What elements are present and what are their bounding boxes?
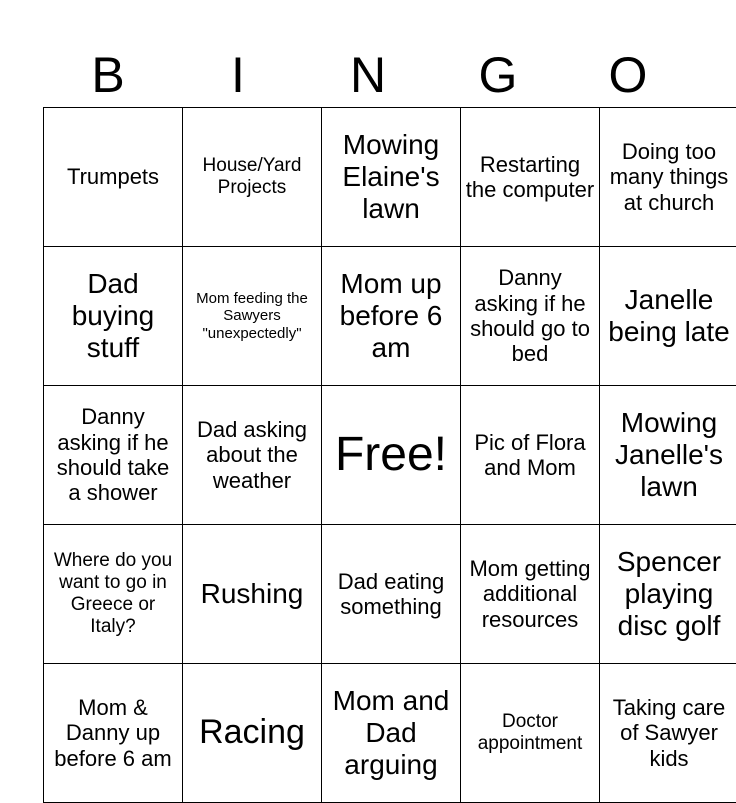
bingo-cell[interactable]: House/Yard Projects — [183, 108, 322, 247]
bingo-cell[interactable]: Mom feeding the Sawyers "unexpectedly" — [183, 247, 322, 386]
free-space-cell[interactable]: Free! — [322, 386, 461, 525]
bingo-cell[interactable]: Mom up before 6 am — [322, 247, 461, 386]
bingo-cell[interactable]: Restarting the computer — [461, 108, 600, 247]
header-letter-i: I — [173, 42, 303, 108]
bingo-cell[interactable]: Mowing Elaine's lawn — [322, 108, 461, 247]
bingo-cell[interactable]: Mowing Janelle's lawn — [600, 386, 736, 525]
bingo-row — [44, 525, 736, 664]
bingo-cell[interactable]: Mom and Dad arguing — [322, 664, 461, 803]
bingo-row — [44, 386, 736, 525]
bingo-row — [44, 247, 736, 386]
bingo-cell[interactable]: Doing too many things at church — [600, 108, 736, 247]
bingo-cell[interactable]: Doctor appointment — [461, 664, 600, 803]
bingo-cell[interactable]: Pic of Flora and Mom — [461, 386, 600, 525]
bingo-cell[interactable]: Trumpets — [44, 108, 183, 247]
bingo-cell[interactable]: Danny asking if he should take a shower — [44, 386, 183, 525]
header-letter-o: O — [563, 42, 693, 108]
bingo-cell[interactable]: Dad buying stuff — [44, 247, 183, 386]
bingo-cell[interactable]: Danny asking if he should go to bed — [461, 247, 600, 386]
header-letter-n: N — [303, 42, 433, 108]
bingo-cell[interactable]: Janelle being late — [600, 247, 736, 386]
bingo-card — [43, 107, 736, 803]
header-letter-g: G — [433, 42, 563, 108]
bingo-cell[interactable]: Where do you want to go in Greece or Italy? — [44, 525, 183, 664]
bingo-cell[interactable]: Rushing — [183, 525, 322, 664]
bingo-cell[interactable]: Racing — [183, 664, 322, 803]
bingo-cell[interactable]: Dad eating something — [322, 525, 461, 664]
header-letter-b: B — [43, 42, 173, 108]
bingo-header — [43, 42, 693, 108]
bingo-cell[interactable]: Mom & Danny up before 6 am — [44, 664, 183, 803]
bingo-cell[interactable]: Mom getting additional resources — [461, 525, 600, 664]
bingo-cell[interactable]: Dad asking about the weather — [183, 386, 322, 525]
bingo-cell[interactable]: Taking care of Sawyer kids — [600, 664, 736, 803]
bingo-row — [44, 108, 736, 247]
bingo-row — [44, 664, 736, 803]
bingo-cell[interactable]: Spencer playing disc golf — [600, 525, 736, 664]
